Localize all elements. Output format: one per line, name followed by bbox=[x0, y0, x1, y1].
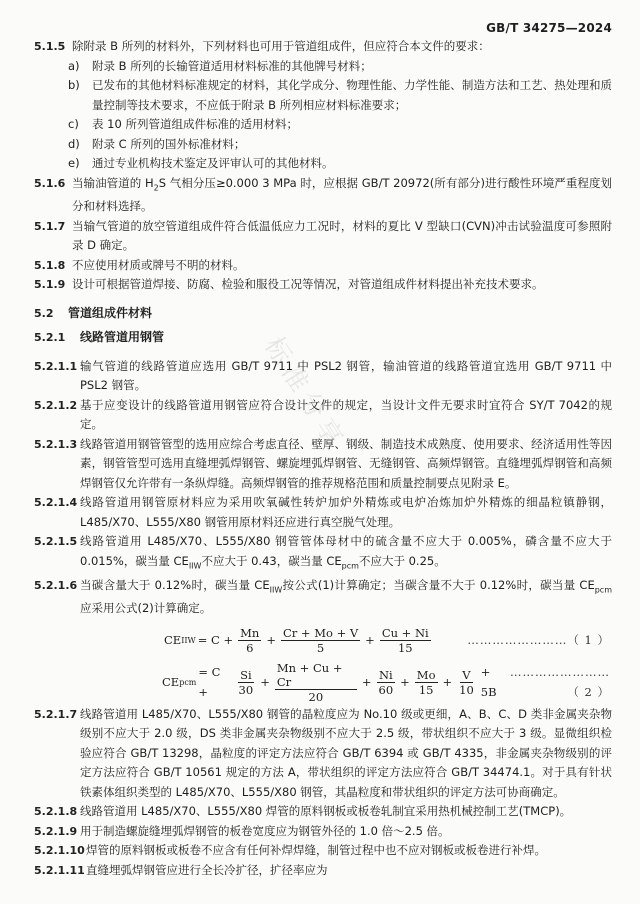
section-number: 5.2.1 bbox=[34, 331, 66, 345]
text-part: 按公式(1)计算确定；当碳含量不大于 0.12%时，碳当量 CE bbox=[282, 577, 595, 592]
clause-number: 5.2.1.11 bbox=[34, 863, 85, 877]
fraction: $\frac{Mo}{15}$ bbox=[416, 668, 436, 698]
item-label: b) bbox=[68, 78, 80, 92]
document-body bbox=[34, 37, 612, 880]
formula-number: ……………………（ 2 ） bbox=[510, 665, 610, 699]
item-text: 附录 B 所列的长输管道适用材料标准的其他牌号材料； bbox=[92, 58, 372, 73]
clause-text: 用于制造螺旋缝埋弧焊钢管的板卷宽度应为钢管外径的 1.0 倍～2.5 倍。 bbox=[80, 823, 450, 838]
item-text: 附录 C 所列的国外标准材料； bbox=[92, 136, 246, 151]
text-part: 线路管道用 L485/X70、L555/X80 钢管管体母材中的硫含量不应大于 0.005%，磷含量不应大于 0.015%，碳当量 CE bbox=[80, 534, 612, 568]
clause-text bbox=[80, 532, 612, 575]
clause-number: 5.2.1.7 bbox=[34, 707, 78, 721]
watermark: 标准分享 bbox=[258, 332, 352, 457]
clause-5-1-8 bbox=[34, 256, 612, 276]
formula-operator: + 5B bbox=[480, 665, 497, 699]
list-item-c bbox=[68, 115, 612, 135]
fraction: $\frac{Ni}{60}$ bbox=[378, 668, 394, 698]
formula-operator: + bbox=[260, 675, 270, 690]
text-part: 不应大于 0.43，碳当量 CE bbox=[201, 553, 342, 568]
clause-5-1-9 bbox=[34, 275, 612, 295]
list-item-b bbox=[68, 76, 612, 115]
formula-operator: + bbox=[266, 633, 276, 648]
item-label: d) bbox=[68, 136, 80, 151]
subscript: IIW bbox=[188, 561, 202, 571]
clause-text: 输气管道的线路管道应选用 GB/T 9711 中 PSL2 钢管，输油管道的线路管道宜选用 GB/T 9711 中 PSL2 钢管。 bbox=[80, 358, 612, 393]
clause-number: 5.2.1.4 bbox=[34, 496, 78, 510]
item-label: e) bbox=[68, 156, 80, 170]
clause-5-1-7 bbox=[34, 217, 612, 256]
clause-number: 5.1.8 bbox=[34, 258, 66, 272]
clause-5-2-1-5 bbox=[34, 532, 612, 575]
clause-text: 设计可根据管道焊接、防腐、检验和服役工况等情况，对管道组成件材料提出补充技术要求。 bbox=[72, 277, 544, 292]
clause-text: 直缝埋弧焊钢管应进行全长冷扩径，扩径率应为 bbox=[86, 862, 328, 877]
clause-5-2-1-10 bbox=[34, 841, 612, 861]
clause-text: 线路管道用钢管原材料应为采用吹氧碱性转炉加炉外精炼或电炉冶炼加炉外精炼的细晶粒镇静钢，L485/X70、L555/X80 钢管用原材料还应进行真空脱气处理。 bbox=[80, 495, 612, 529]
clause-number: 5.1.7 bbox=[34, 219, 66, 233]
formula-operator: + bbox=[442, 675, 453, 690]
formula-2 bbox=[162, 663, 612, 703]
section-title: 管道组成件材料 bbox=[68, 305, 153, 320]
formula-operator: = C + bbox=[197, 633, 234, 648]
list-item-a bbox=[68, 57, 612, 77]
item-text: 表 10 所列管道组成件标准的适用材料； bbox=[92, 117, 298, 131]
formula-operator: = C + bbox=[198, 665, 221, 699]
clause-5-2-1-1 bbox=[34, 357, 612, 396]
formula-operator: + bbox=[365, 633, 375, 648]
formula-operator: + bbox=[400, 675, 410, 690]
fraction: $\frac{Si}{30}$ bbox=[238, 668, 254, 698]
item-label: a) bbox=[68, 58, 80, 73]
clause-5-1-6 bbox=[34, 174, 612, 217]
clause-text: 线路管道用钢管管型的选用应综合考虑直径、壁厚、钢级、制造技术成熟度、使用要求、经济适用性等因素，钢管管型可选用直缝埋弧焊钢管、螺旋埋弧焊钢管、无缝钢管、高频焊钢管。直缝埋弧焊钢管和高频焊钢管仅允许带有一条纵焊缝。高频焊钢管的推荐规格范围和质量控制要点见附录 E。 bbox=[80, 436, 612, 490]
clause-text bbox=[80, 576, 612, 619]
subscript: 2 bbox=[153, 182, 159, 192]
clause-5-2-1-11 bbox=[34, 861, 612, 881]
clause-text: 除附录 B 所列的材料外，下列材料也可用于管道组成件，但应符合本文件的要求： bbox=[72, 39, 490, 53]
section-number: 5.2 bbox=[34, 306, 54, 320]
formula-1 bbox=[164, 621, 612, 661]
clause-text: 线路管道用 L485/X70、L555/X80 钢管的晶粒度应为 No.10 级或更细，A、B、C、D 类非金属夹杂物级别不应大于 2.0 级，DS 类非金属夹杂物级别不应大于 2.5 级，带状组织不应大于 3 级。显微组织检验应符合 GB/T 13298，晶粒度的评定方法应符合 GB/T 6394 或 GB/T 4335，非金属夹杂物级别的评定方法应符合 GB/T 10561 规定的方法 A，带状组织的评定方法应符合 GB/T 34474.1。对于具有针状铁素体组织类型的 L485/X70、L555/X80 钢管，其晶粒度和带状组织的评定方法可协商确定。 bbox=[80, 706, 612, 799]
list-item-d bbox=[68, 135, 612, 155]
clause-text: 线路管道用 L485/X70、L555/X80 焊管的原料钢板或板卷轧制宜采用热机械控制工艺(TMCP)。 bbox=[80, 804, 572, 819]
formula-operator: + bbox=[361, 675, 372, 690]
section-heading-5-2 bbox=[34, 304, 612, 324]
clause-5-2-1-9 bbox=[34, 822, 612, 842]
clause-number: 5.2.1.9 bbox=[34, 824, 78, 838]
clause-number: 5.1.5 bbox=[34, 40, 66, 53]
clause-text bbox=[72, 174, 612, 217]
formula-lhs: CE bbox=[162, 675, 180, 690]
clause-text: 基于应变设计的线路管道用钢管应符合设计文件的规定，当设计文件无要求时宜符合 SY/T 7042的规定。 bbox=[80, 397, 612, 432]
text-part: 不应大于 0.25。 bbox=[358, 553, 446, 568]
clause-5-2-1-4 bbox=[34, 493, 612, 532]
list-item-e bbox=[68, 154, 612, 174]
clause-text: 当输气管道的放空管道组成件符合低温低应力工况时，材料的夏比 V 型缺口(CVN)冲击试验温度可参照附录 D 确定。 bbox=[72, 218, 612, 253]
clause-number: 5.2.1.8 bbox=[34, 805, 78, 819]
subscript: pcm bbox=[594, 584, 612, 594]
item-label: c) bbox=[68, 117, 79, 131]
section-title: 线路管道用钢管 bbox=[80, 330, 165, 345]
clause-text: 焊管的原料钢板或板卷不应含有任何补焊焊缝，制管过程中也不应对钢板或板卷进行补焊。 bbox=[86, 843, 546, 858]
clause-text: 不应使用材质或牌号不明的材料。 bbox=[72, 257, 245, 272]
clause-number: 5.2.1.10 bbox=[34, 844, 85, 858]
fraction: $\frac{V}{10}$ bbox=[459, 668, 474, 698]
clause-number: 5.2.1.2 bbox=[34, 398, 78, 412]
formula-number: ……………………（ 1 ） bbox=[467, 633, 610, 648]
standard-number: GB/T 34275—2024 bbox=[486, 21, 612, 35]
subscript: IIW bbox=[269, 584, 283, 594]
item-text: 已发布的其他材料标准规定的材料，其化学成分、物理性能、力学性能、制造方法和工艺、热处理和质量控制等技术要求，不应低于附录 B 所列相应材料标准要求； bbox=[92, 78, 612, 112]
clause-number: 5.2.1.5 bbox=[34, 535, 78, 549]
text-part: 当碳含量大于 0.12%时，碳当量 CE bbox=[80, 577, 270, 592]
formula-subscript: IIW bbox=[181, 636, 196, 646]
fraction: $\frac{Mn + Cu + Cr}{20}$ bbox=[275, 661, 357, 704]
text-part: 应采用公式(2)计算确定。 bbox=[80, 601, 212, 616]
clause-5-1-5 bbox=[34, 37, 612, 57]
clause-5-2-1-7 bbox=[34, 705, 612, 803]
clause-5-2-1-3 bbox=[34, 435, 612, 494]
item-text: 通过专业机构技术鉴定及评审认可的其他材料。 bbox=[92, 156, 334, 170]
clause-5-2-1-8 bbox=[34, 802, 612, 822]
fraction: $\frac{Cu + Ni}{15}$ bbox=[381, 626, 429, 656]
clause-5-2-1-2 bbox=[34, 396, 612, 435]
fraction: $\frac{Mn}{6}$ bbox=[240, 626, 260, 656]
clause-5-2-1-6 bbox=[34, 576, 612, 619]
text-part: S 气相分压≥0.000 3 MPa 时，应根据 GB/T 20972(所有部分)进行酸性环境严重程度划分和材料选择。 bbox=[72, 175, 613, 214]
clause-number: 5.1.9 bbox=[34, 278, 66, 292]
subscript: pcm bbox=[341, 561, 359, 571]
clause-number: 5.1.6 bbox=[34, 176, 66, 190]
clause-number: 5.2.1.6 bbox=[34, 578, 78, 592]
section-heading-5-2-1 bbox=[34, 328, 612, 348]
text-part: 当输油管道的 H bbox=[72, 175, 154, 190]
fraction: $\frac{Cr + Mo + V}{5}$ bbox=[282, 626, 359, 656]
formula-lhs: CE bbox=[164, 633, 182, 648]
clause-number: 5.2.1.3 bbox=[34, 437, 78, 451]
clause-number: 5.2.1.1 bbox=[34, 359, 78, 373]
formula-subscript: pcm bbox=[179, 678, 197, 688]
